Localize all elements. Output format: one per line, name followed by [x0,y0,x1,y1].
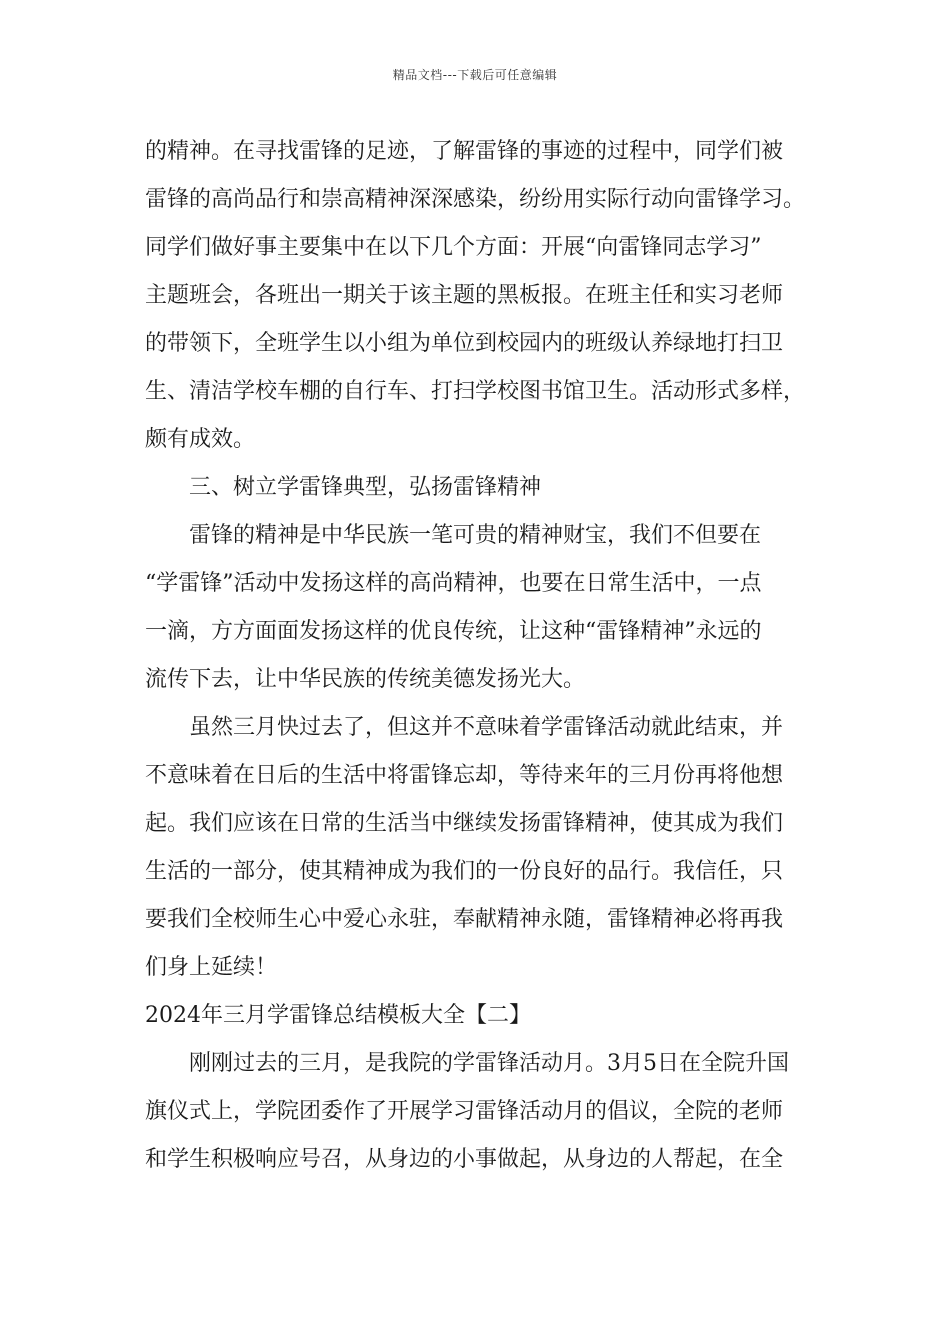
text-line: 的带领下，全班学生以小组为单位到校园内的班级认养绿地打扫卫 [145,331,784,356]
text-line: 要我们全校师生心中爱心永驻，奉献精神永随，雷锋精神必将再我 [145,907,784,932]
text-line: 颇有成效。 [145,427,256,452]
text-line: 生活的一部分，使其精神成为我们的一份良好的品行。我信任，只 [145,859,784,884]
paragraph-3 [145,704,807,992]
text-line: 一滴，方方面面发扬这样的优良传统，让这种“雷锋精神”永远的 [145,619,762,644]
text-line: 不意味着在日后的生活中将雷锋忘却，等待来年的三月份再将他想 [145,763,784,788]
text-line: 旗仪式上，学院团委作了开展学习雷锋活动月的倡议，全院的老师 [145,1099,784,1124]
section-heading: 三、树立学雷锋典型，弘扬雷锋精神 [189,475,542,500]
text-line: 刚刚过去的三月，是我院的学雷锋活动月。3月5日在全院升国 [189,1051,789,1076]
text-line: 和学生积极响应号召，从身边的小事做起，从身边的人帮起，在全 [145,1147,784,1172]
paragraph-4 [145,1040,807,1184]
text-line: 主题班会，各班出一期关于该主题的黑板报。在班主任和实习老师 [145,283,784,308]
document-body [145,128,807,1184]
paragraph-2 [145,512,807,704]
text-line: 同学们做好事主要集中在以下几个方面：开展“向雷锋同志学习” [145,235,762,260]
paragraph-1 [145,128,807,464]
page-header: 精品文档---下载后可任意编辑 [392,68,558,82]
text-line: “学雷锋”活动中发扬这样的高尚精神，也要在日常生活中，一点 [145,571,762,596]
text-line: 生、清洁学校车棚的自行车、打扫学校图书馆卫生。活动形式多样， [145,379,806,404]
text-line: 的精神。在寻找雷锋的足迹，了解雷锋的事迹的过程中，同学们被 [145,139,784,164]
text-line: 雷锋的精神是中华民族一笔可贵的精神财宝，我们不但要在 [189,523,762,548]
text-line: 虽然三月快过去了，但这并不意味着学雷锋活动就此结束，并 [189,715,784,740]
text-line: 流传下去，让中华民族的传统美德发扬光大。 [145,667,586,692]
article-title: 2024年三月学雷锋总结模板大全【二】 [145,1003,531,1028]
text-line: 雷锋的高尚品行和崇高精神深深感染，纷纷用实际行动向雷锋学习。 [145,187,806,212]
text-line: 起。我们应该在日常的生活当中继续发扬雷锋精神，使其成为我们 [145,811,784,836]
text-line: 们身上延续！ [145,955,278,980]
